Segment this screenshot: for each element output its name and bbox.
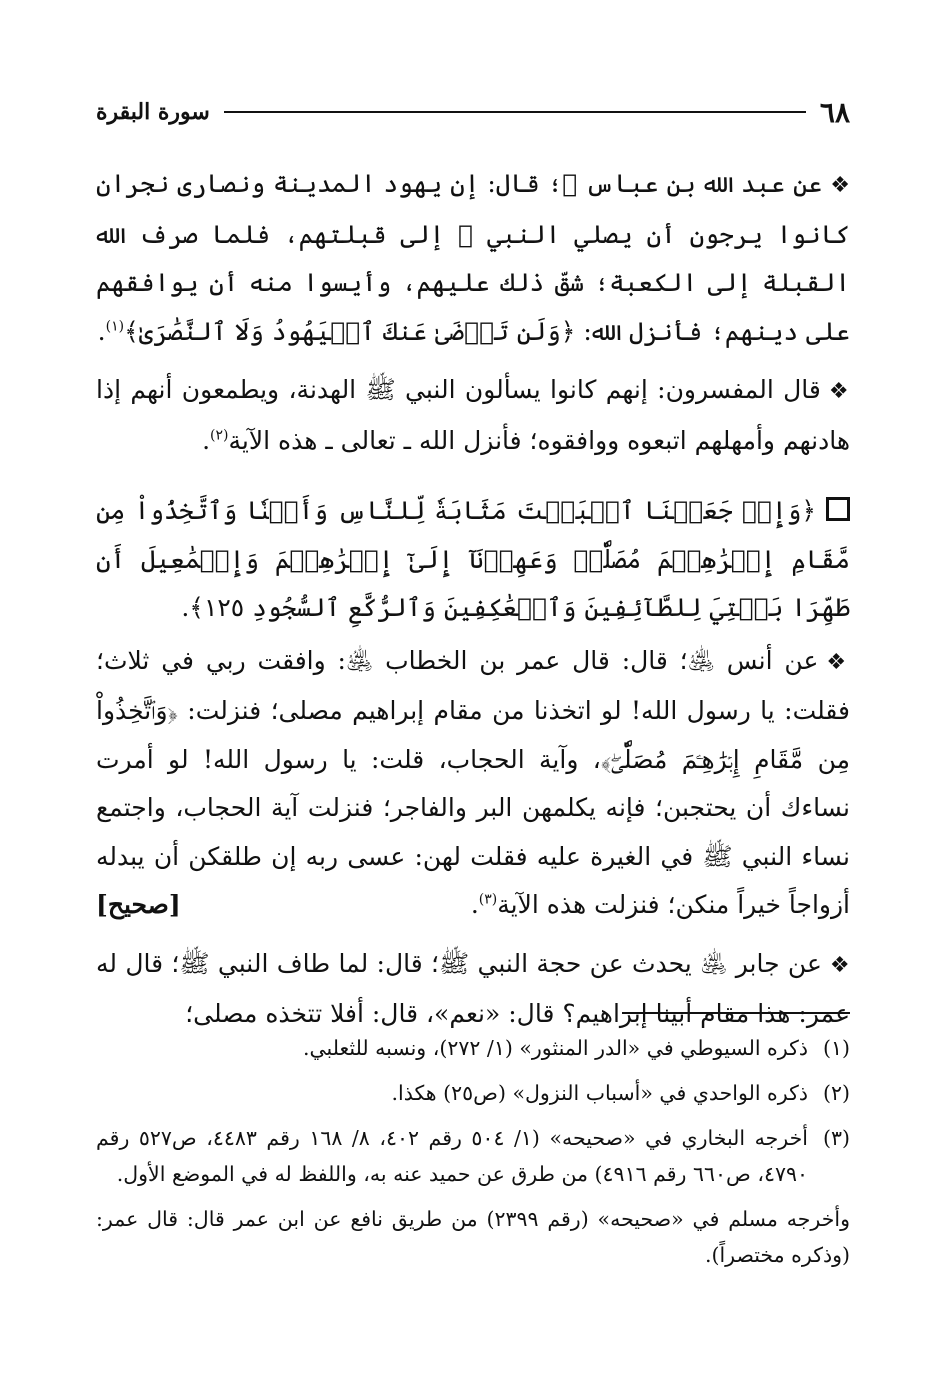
footnote-ref[interactable]: (٣) [478,891,498,908]
footnote: (٢) ذكره الواحدي في «أسباب النزول» (ص٢٥) هكذا. [96,1075,850,1111]
footnote-number: (٣) [822,1126,850,1150]
header-rule [224,111,806,113]
narration-paragraph: ❖عن عبد الله بن عباس ﵄؛ قال: إن يهود المدينة ونصارى نجران كانوا يرجون أن يصلي النبي ﷺ إلى قبلتهم، فلما صرف الله القبلة إلى الكعبة؛ شقّ ذلك عليهم، وأيسوا منه أن يوافقهم على دينهم؛ فأنزل الله: ﴿وَلَن تَرۡضَىٰ عَنكَ ٱلۡيَهُودُ وَلَا ٱلنَّصَٰرَىٰ﴾$^{(١)}$. [96,169,850,346]
page-number: ٦٨ [819,95,850,129]
footnote: (٣) أخرجه البخاري في «صحيحه» (١/ ٥٠٤ رقم ٤٠٢، ٨/ ١٦٨ رقم ٤٤٨٣، ص٥٢٧ رقم ٤٧٩٠، ص٦٦٠ رقم ٤٩١٦) من طرق عن حميد عنه به، واللفظ له في الموضع الأول. [96,1120,850,1192]
hadith-grade: [صحيح] [96,890,181,919]
narration-paragraph: ❖قال المفسرون: إنهم كانوا يسألون النبي ﷺ الهدنة، ويطمعون أنهم إذا هادنهم وأمهلهم اتبعوه ووافقوه؛ فأنزل الله ـ تعالى ـ هذه الآية$^{(٢)}$. [96,375,850,455]
footnote-number: (١) [822,1036,850,1060]
diamond-bullet-icon: ❖ [828,379,850,404]
diamond-bullet-icon: ❖ [830,173,850,198]
surah-title: سورة البقرة [96,99,210,125]
footnote-number: (٢) [822,1081,850,1105]
footnote-continuation: وأخرجه مسلم في «صحيحه» (رقم ٢٣٩٩) من طريق نافع عن ابن عمر قال: قال عمر: (وذكره مختصراً). [96,1207,850,1267]
narration-paragraph: ❖عن أنس ﵁؛ قال: قال عمر بن الخطاب ﵁: وافقت ربي في ثلاث؛ فقلت: يا رسول الله! لو اتخذنا من مقام إبراهيم مصلى؛ فنزلت: ﴿وَٱتَّخِذُواْ مِن مَّقَامِ إِبۡرَٰهِـۧمَ مُصَلّٗىۖ﴾، وآية الحجاب، قلت: يا رسول الله! لو أمرت نساءك أن يحتجبن؛ فإنه يكلمهن البر والفاجر؛ فنزلت آية الحجاب، واجتمع نساء النبي ﷺ في الغيرة عليه فقلت لهن: عسى ربه إن طلقكن أن يبدله أزواجاً خيراً منكن؛ فنزلت هذه الآية$^{(٣)}$. [صحيح] [96,637,850,930]
page-header [96,92,850,132]
footnote: (١) ذكره السيوطي في «الدر المنثور» (١/ ٢٧٢)، ونسبه للثعلبي. [96,1030,850,1066]
square-bullet-icon [826,497,850,521]
footnote-rule [622,1012,850,1014]
footnote-ref[interactable]: (١) [105,318,125,335]
main-text [96,160,850,1049]
quran-verse: ﴿وَإِذۡ جَعَلۡنَا ٱلۡبَيۡتَ مَثَابَةٗ لِّلنَّاسِ وَأَمۡنٗا وَٱتَّخِذُواْ مِن مَّقَامِ إِبۡرَٰهِـۧمَ مُصَلّٗىۖ وَعَهِدۡنَآ إِلَىٰٓ إِبۡرَٰهِـۧمَ وَإِسۡمَٰعِيلَ أَن طَهِّرَا بَيۡتِيَ لِلطَّآئِفِينَ وَٱلۡعَٰكِفِينَ وَٱلرُّكَّعِ ٱلسُّجُودِ ١٢٥﴾. [96,496,850,622]
narration-paragraph: ❖عن جابر ﵁ يحدث عن حجة النبي ﷺ؛ قال: لما طاف النبي ﷺ؛ قال له عمر: هذا مقام أبينا إبراهيم؟ قال: «نعم»، قال: أفلا تتخذه مصلى؛ [96,948,850,1028]
footnotes [96,1030,850,1282]
diamond-bullet-icon: ❖ [826,649,850,675]
diamond-bullet-icon: ❖ [829,952,850,978]
footnote-ref[interactable]: (٢) [210,427,229,444]
